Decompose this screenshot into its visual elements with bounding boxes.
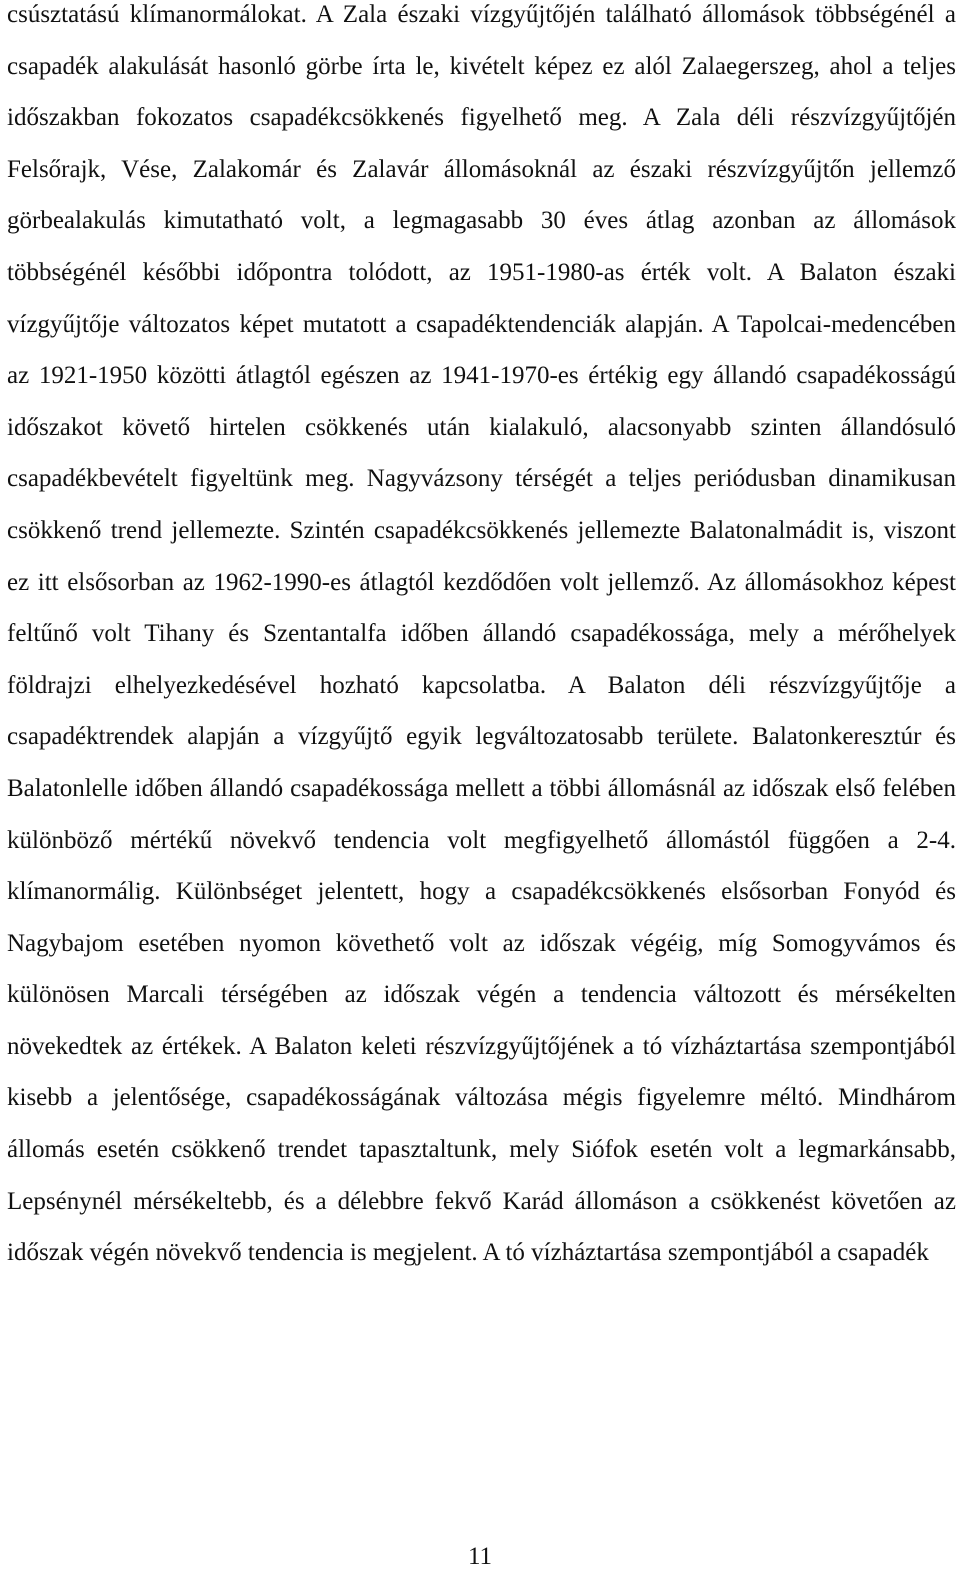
body-paragraph: csúsztatású klímanormálokat. A Zala északi vízgyűjtőjén található állomások többségénél a csapadék alakulását hasonló görbe írta le, kivételt képez ez alól Zalaegerszeg, ahol a teljes időszakban fokozatos csapadékcsökkenés figyelhető meg. A Zala déli részvízgyűjtőjén Felsőrajk, Vése, Zalakomár és Zalavár állomásoknál az északi részvízgyűjtőn jellemző görbealakulás kimutatható volt, a legmagasabb 30 éves átlag azonban az állomások többségénél későbbi időpontra tolódott, az 1951-1980-as érték volt. A Balaton északi vízgyűjtője változatos képet mutatott a csapadéktendenciák alapján. A Tapolcai-medencében az 1921-1950 közötti átlagtól egészen az 1941-1970-es értékig egy állandó csapadékosságú időszakot követő hirtelen csökkenés után kialakuló, alacsonyabb szinten állandósuló csapadékbevételt figyeltünk meg. Nagyvázsony térségét a teljes periódusban dinamikusan csökkenő trend jellemezte. Szintén csapadékcsökkenés jellemezte Balatonalmádit is, viszont ez itt elsősorban az 1962-1990-es átlagtól kezdődően volt jellemző. Az állomásokhoz képest feltűnő volt Tihany és Szentantalfa időben állandó csapadékossága, mely a mérőhelyek földrajzi elhelyezkedésével hozható kapcsolatba. A Balaton déli részvízgyűjtője a csapadéktrendek alapján a vízgyűjtő egyik legváltozatosabb területe. Balatonkeresztúr és Balatonlelle időben állandó csapadékossága mellett a többi állomásnál az időszak első felében különböző mértékű növekvő tendencia volt megfigyelhető állomástól függően a 2-4. klímanormálig. Különbséget jelentett, hogy a csapadékcsökkenés elsősorban Fonyód és Nagybajom esetében nyomon követhető volt az időszak végéig, míg Somogyvámos és különösen Marcali térségében az időszak végén a tendencia változott és mérsékelten növekedtek az értékek. A Balaton keleti részvízgyűjtőjének a tó vízháztartása szempontjából kisebb a jelentősége, csapadékosságának változása mégis figyelemre méltó. Mindhárom állomás esetén csökkenő trendet tapasztaltunk, mely Siófok esetén volt a legmarkánsabb, Lepsénynél mérsékeltebb, és a délebbre fekvő Karád állomáson a csökkenést követően az időszak végén növekvő tendencia is megjelent. A tó vízháztartása szempontjából a csapadék <box>7 1 956 1267</box>
page-number: 11 <box>467 1543 493 1570</box>
document-page <box>7 0 956 1279</box>
